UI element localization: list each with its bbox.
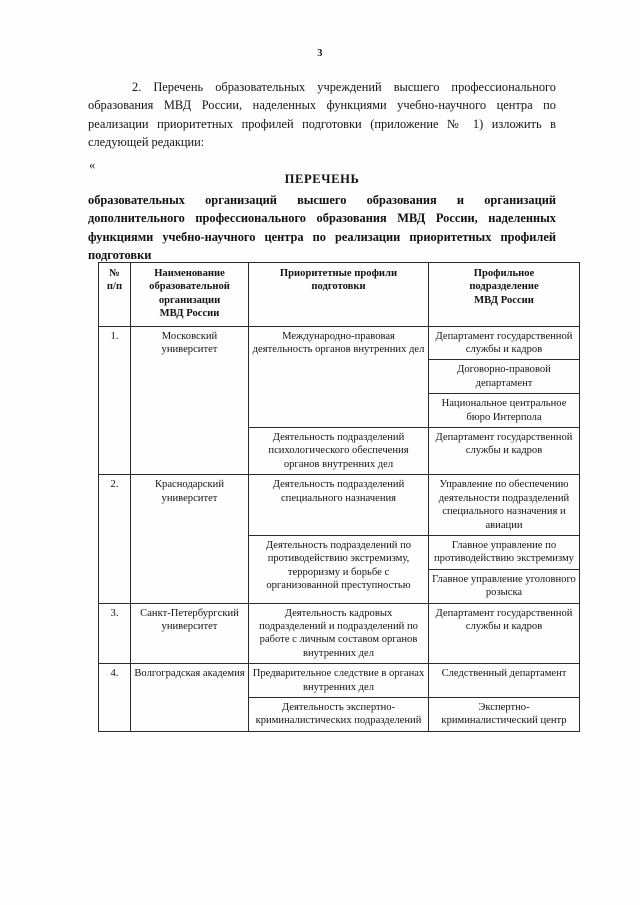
profile-cell: Предварительное следствие в органах внутренних дел [249,664,429,698]
header-dep-line-1: Профильное [473,268,535,279]
document-subtitle: образовательных организаций высшего образования и организаций дополнительного профессионального образования МВД России, наделенных функциями учебно-научного центра по реализации приоритетных профилей подготовки [88,193,556,263]
perechen-table-wrap [98,262,579,732]
table-row [99,603,580,664]
department-cell: Экспертно-криминалистический центр [429,697,580,731]
department-cell: Департамент государственной службы и кадров [429,603,580,664]
row-number-cell: 2. [99,475,131,603]
header-cell-organization [131,263,249,327]
header-org-line-2: образовательной [149,281,230,293]
profile-cell: Деятельность подразделений по противодействию экстремизму, терроризму и борьбе с организованной преступностью [249,535,429,603]
profile-cell: Деятельность подразделений психологического обеспечения органов внутренних дел [249,428,429,475]
header-profiles-line-1: Приоритетные профили [279,268,398,279]
header-org-line-4: МВД России [159,308,220,320]
opening-quote-mark: « [89,158,96,172]
table-row [99,326,580,360]
organization-cell: Волгоградская академия [131,664,249,732]
header-number-line-2: п/п [106,281,123,293]
header-cell-profiles [249,263,429,327]
header-cell-department [429,263,580,327]
department-cell: Следственный департамент [429,664,580,698]
table-header [99,263,580,327]
header-dep-line-3: МВД России [474,294,534,306]
department-cell: Договорно-правовой департамент [429,360,580,394]
row-number-cell: 4. [99,664,131,732]
department-cell: Главное управление уголовного розыска [429,569,580,603]
department-cell: Управление по обеспечению деятельности подразделений специального назначения и авиации [429,475,580,536]
department-cell: Департамент государственной службы и кадров [429,326,580,360]
header-org-line-1: Наименование [154,268,225,279]
table-header-row [99,263,580,327]
intro-paragraph: 2. Перечень образовательных учреждений высшего профессионального образования МВД России, наделенных функциями учебно-научного центра по реализации приоритетных профилей подготовки (приложение № 1) изложить в следующей редакции: [88,80,556,149]
table-row [99,664,580,698]
department-cell: Национальное центральное бюро Интерпола [429,394,580,428]
profile-cell: Деятельность экспертно-криминалистических подразделений [249,697,429,731]
page-number: 3 [317,48,323,59]
row-number-cell: 1. [99,326,131,475]
row-number-cell: 3. [99,603,131,664]
header-org-line-3: организации [158,294,221,306]
header-profiles-line-2: подготовки [311,281,366,293]
perechen-table [98,262,580,732]
profile-cell: Деятельность подразделений специального назначения [249,475,429,536]
organization-cell: Краснодарский университет [131,475,249,603]
organization-cell: Московский университет [131,326,249,475]
document-title: ПЕРЕЧЕНЬ [284,172,360,186]
header-number-line-1: № [109,268,120,279]
header-cell-number [99,263,131,327]
header-dep-line-2: подразделение [469,281,539,293]
table-row [99,475,580,536]
profile-cell: Деятельность кадровых подразделений и подразделений по работе с личным составом органов внутренних дел [249,603,429,664]
table-body [99,326,580,731]
organization-cell: Санкт-Петербургский университет [131,603,249,664]
department-cell: Департамент государственной службы и кадров [429,428,580,475]
department-cell: Главное управление по противодействию экстремизму [429,535,580,569]
profile-cell: Международно-правовая деятельность органов внутренних дел [249,326,429,427]
